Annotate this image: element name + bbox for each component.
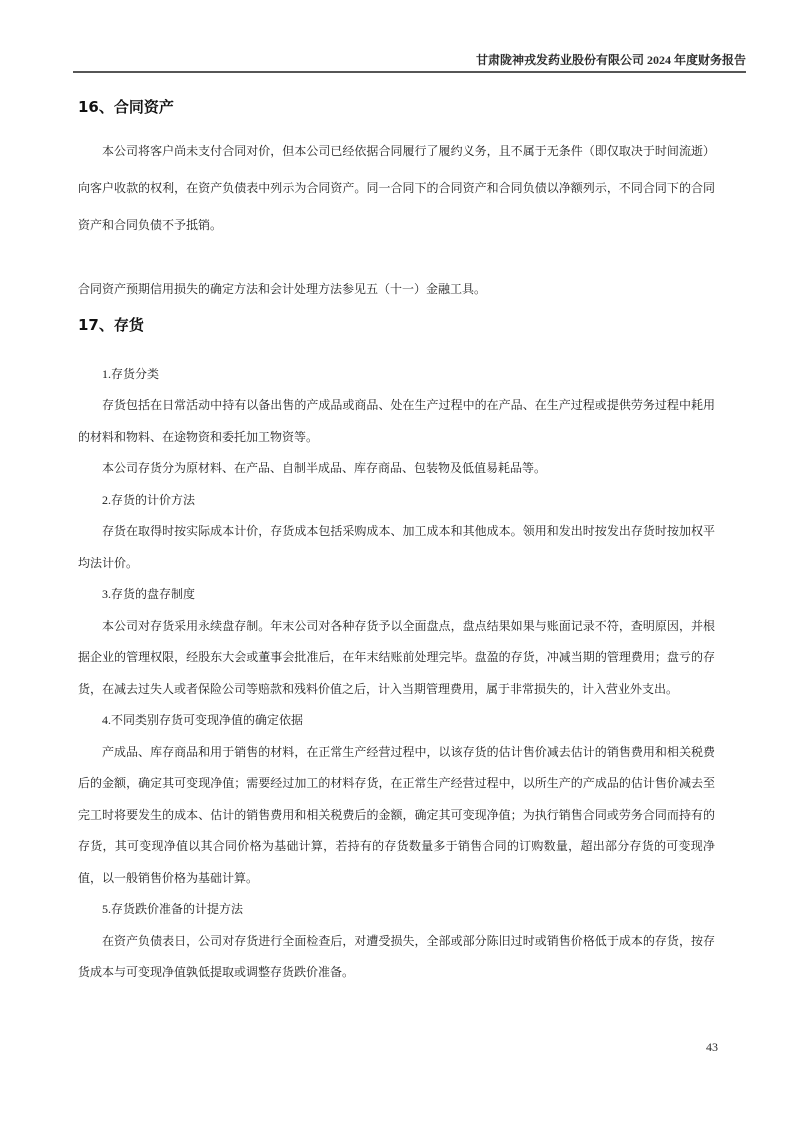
section-heading: 16、合同资产 xyxy=(78,98,174,116)
paragraph: 产成品、库存商品和用于销售的材料，在正常生产经营过程中，以该存货的估计售价减去估计的销售费用和相关税费后的金额，确定其可变现净值；需要经过加工的材料存货，在正常生产经营过程中，以所生产的产成品的估计售价减去至完工时将要发生的成本、估计的销售费用和相关税费后的金额，确定其可变现净值；为执行销售合同或劳务合同而持有的存货，其可变现净值以其合同价格为基础计算，若持有的存货数量多于销售合同的订购数量，超出部分存货的可变现净值，以一般销售价格为基础计算。 xyxy=(78,744,715,885)
paragraph: 本公司存货分为原材料、在产品、自制半成品、库存商品、包装物及低值易耗品等。 xyxy=(102,461,547,475)
page-header xyxy=(73,0,746,73)
paragraph: 在资产负债表日，公司对存货进行全面检查后，对遭受损失，全部或部分陈旧过时或销售价格低于成本的存货，按存货成本与可变现净值孰低提取或调整存货跌价准备。 xyxy=(78,933,715,979)
report-title: 甘肃陇神戎发药业股份有限公司 2024 年度财务报告 xyxy=(475,53,746,67)
paragraph: 存货在取得时按实际成本计价，存货成本包括采购成本、加工成本和其他成本。领用和发出时按发出存货时按加权平均法计价。 xyxy=(78,524,715,570)
section-heading: 17、存货 xyxy=(78,315,144,334)
document-body xyxy=(78,75,715,989)
page-number: 43 xyxy=(706,1040,718,1054)
paragraph: 存货包括在日常活动中持有以备出售的产成品或商品、处在生产过程中的在产品、在生产过程或提供劳务过程中耗用的材料和物料、在途物资和委托加工物资等。 xyxy=(78,398,715,444)
blank-line xyxy=(78,244,715,274)
paragraph: 本公司将客户尚未支付合同对价，但本公司已经依据合同履行了履约义务，且不属于无条件（即仅取决于时间流逝）向客户收款的权利，在资产负债表中列示为合同资产。同一合同下的合同资产和合同负债以净额列示，不同合同下的合同资产和合同负债不予抵销。 xyxy=(78,144,715,232)
sub-heading: 5.存货跌价准备的计提方法 xyxy=(102,902,244,916)
sub-heading: 3.存货的盘存制度 xyxy=(102,587,196,601)
section xyxy=(78,313,715,989)
sub-heading: 4.不同类别存货可变现净值的确定依据 xyxy=(102,713,304,727)
sub-heading: 1.存货分类 xyxy=(102,366,160,381)
paragraph: 本公司对存货采用永续盘存制。年末公司对各种存货予以全面盘点，盘点结果如果与账面记录不符，查明原因，并根据企业的管理权限，经股东大会或董事会批准后，在年末结账前处理完毕。盘盈的存货，冲减当期的管理费用；盘亏的存货，在减去过失人或者保险公司等赔款和残料价值之后，计入当期管理费用，属于非常损失的，计入营业外支出。 xyxy=(78,618,715,696)
paragraph: 合同资产预期信用损失的确定方法和会计处理方法参见五（十一）金融工具。 xyxy=(78,282,487,296)
section xyxy=(78,95,715,306)
sub-heading: 2.存货的计价方法 xyxy=(102,492,196,507)
